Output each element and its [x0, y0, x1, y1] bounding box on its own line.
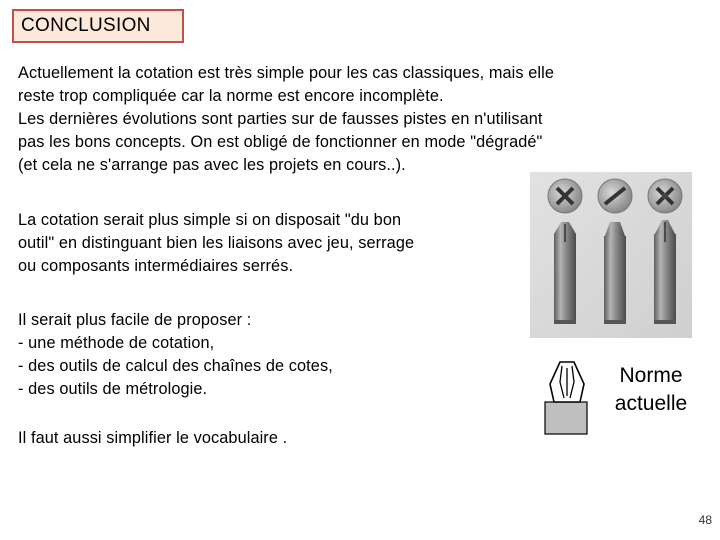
text-line: Actuellement la cotation est très simple pour les cas classiques, mais elle [18, 64, 554, 82]
screw-head-phillips [648, 179, 682, 213]
page-number: 48 [698, 513, 712, 527]
text-line: Les dernières évolutions sont parties sur de fausses pistes en n'utilisant [18, 110, 543, 128]
intro-paragraph [18, 62, 554, 177]
page-title: CONCLUSION [21, 15, 151, 36]
text-line: La cotation serait plus simple si on disposait "du bon [18, 211, 402, 229]
caption-line: actuelle [614, 392, 688, 415]
screw-head-pozidriv [548, 179, 582, 213]
caption-line: Norme [619, 364, 683, 387]
vocab-paragraph [18, 427, 287, 450]
text-line: ou composants intermédiaires serrés. [18, 257, 294, 275]
text-line: Il faut aussi simplifier le vocabulaire . [18, 429, 288, 447]
text-line: pas les bons concepts. On est obligé de fonctionner en mode "dégradé" [18, 133, 543, 151]
text-line: Il serait plus facile de proposer : [18, 311, 252, 329]
title-box [12, 9, 184, 43]
tool-paragraph [18, 209, 414, 278]
text-line: - des outils de calcul des chaînes de cotes, [18, 357, 333, 375]
proposals-paragraph [18, 309, 333, 401]
worn-screwdriver-bit-drawing [540, 356, 592, 438]
norme-caption [606, 362, 696, 418]
text-line: (et cela ne s'arrange pas avec les projets en cours..). [18, 156, 406, 174]
text-line: outil" en distinguant bien les liaisons avec jeu, serrage [18, 234, 415, 252]
bit-1 [554, 222, 576, 324]
text-line: reste trop compliquée car la norme est encore incomplète. [18, 87, 444, 105]
text-line: - une méthode de cotation, [18, 334, 215, 352]
screw-head-slotted [598, 179, 632, 213]
text-line: - des outils de métrologie. [18, 380, 208, 398]
screwdriver-bits-photo [530, 172, 692, 338]
bit-2 [604, 222, 626, 324]
bit-3 [654, 220, 676, 324]
